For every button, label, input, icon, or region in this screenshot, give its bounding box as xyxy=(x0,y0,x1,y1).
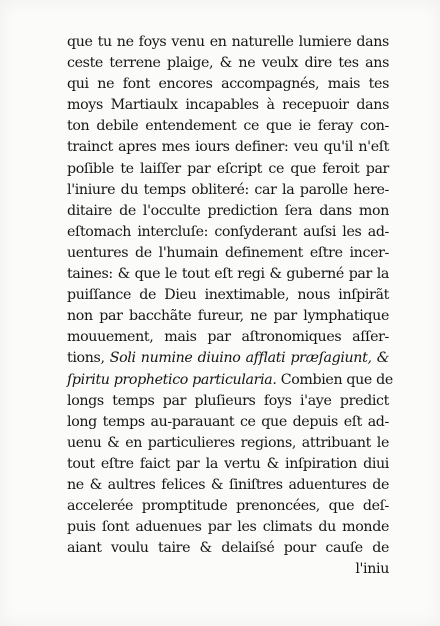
text-line: longs temps par pluſieurs foys i'aye predict xyxy=(67,392,389,409)
text-line: ditaire de l'occulte prediction ſera dans mon xyxy=(67,202,389,219)
text-line: accelerée promptitude prenoncées, que deſ- xyxy=(67,498,389,515)
text-line: puiſſance de Dieu inextimable, nous inſpirãt xyxy=(67,287,389,304)
text-line: poſible te laiſſer par eſcript ce que feroit par xyxy=(67,160,389,177)
text-line: l'iniure du temps obliteré: car la parolle here- xyxy=(67,181,389,198)
text-line: tout eſtre faict par la vertu & inſpiration diui xyxy=(67,455,389,472)
line-text: Combien que de xyxy=(276,371,393,388)
text-line: taines: & que le tout eſt regi & guberné par la xyxy=(67,266,389,283)
text-line xyxy=(67,370,393,391)
text-line: ceste terrene plaige, & ne veulx dire tes ans xyxy=(67,55,389,72)
text-line: puis ſont aduenues par les climats du monde xyxy=(67,519,389,536)
catchword: l'iniu xyxy=(355,561,389,578)
text-line: uenu & en particulieres regions, attribuant le xyxy=(67,434,389,451)
text-line: que tu ne foys venu en naturelle lumiere dans xyxy=(67,34,389,50)
text-line: mouuement, mais par aſtronomiques aſſer- xyxy=(67,329,389,346)
latin-quote: Soli numine diuino afflati præſagiunt, & xyxy=(109,350,389,367)
latin-quote: ſpiritu prophetico particularia. xyxy=(67,371,277,388)
text-line: long temps au-parauant ce que depuis eſt ad- xyxy=(67,413,389,430)
text-line: qui ne font encores accompagnés, mais tes xyxy=(67,76,389,93)
text-line: ne & aultres felices & ſiniſtres aduentures de xyxy=(67,476,389,493)
text-line: trainct apres mes iours definer: veu qu'il n'eſt xyxy=(67,139,389,156)
text-line: eſtomach intercluſe: conſyderant auſsi les ad- xyxy=(67,223,389,240)
line-text: tions, xyxy=(67,350,110,367)
text-line: aiant voulu taire & delaiſsé pour cauſe de xyxy=(67,540,389,557)
text-line: non par bacchãte fureur, ne par lymphatique xyxy=(67,308,389,325)
text-line: moys Martiaulx incapables à recepuoir dans xyxy=(67,97,389,114)
page-text xyxy=(67,32,393,580)
text-line: uentures de l'humain definement eſtre incer- xyxy=(67,244,389,261)
text-line: ton debile entendement ce que ie feray con- xyxy=(67,118,389,135)
text-line xyxy=(67,348,389,369)
